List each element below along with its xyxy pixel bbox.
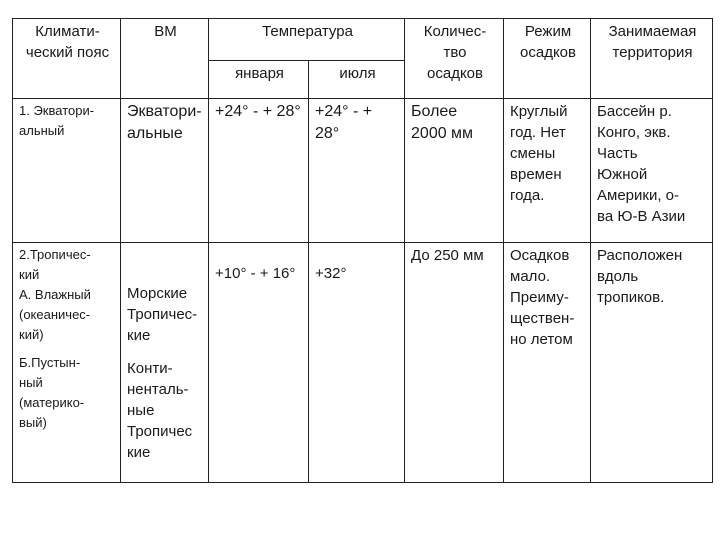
territory-line: Бассейн р.	[597, 103, 672, 120]
precip-regime-line: мало.	[510, 268, 551, 285]
header-precip-amount-line: осадков	[427, 65, 483, 82]
precip-regime-line: Круглый	[510, 103, 568, 120]
vm-line: ненталь-	[127, 381, 189, 398]
header-vm	[121, 19, 209, 99]
header-vm-text: ВМ	[154, 23, 177, 40]
table-row-tropical	[13, 243, 713, 483]
belt-line: кий	[19, 267, 40, 282]
belt-line: 2.Тропичес-	[19, 247, 91, 262]
header-precip-amount	[405, 19, 504, 99]
table-row-equatorial	[13, 99, 713, 243]
cell-precip-regime-equatorial	[504, 99, 591, 243]
belt-line: вый)	[19, 415, 47, 430]
vm-line: Экватори-	[127, 103, 202, 120]
cell-vm-equatorial	[121, 99, 209, 243]
vm-line: кие	[127, 327, 151, 344]
vm-line: кие	[127, 444, 151, 461]
cell-territory-equatorial	[591, 99, 713, 243]
belt-line: Б.Пустын-	[19, 355, 81, 370]
belt-line: 1. Экватори-	[19, 103, 95, 118]
vm-line: ные	[127, 402, 155, 419]
belt-line: (материко-	[19, 395, 85, 410]
vm-line: Тропичес	[127, 423, 193, 440]
cell-july-tropical	[309, 243, 405, 483]
cell-belt-equatorial	[13, 99, 121, 243]
header-precip-amount-line: тво	[443, 44, 467, 61]
territory-line: Часть	[597, 145, 638, 162]
belt-line: А. Влажный	[19, 287, 91, 302]
header-january	[209, 61, 309, 99]
header-belt-line: Климати-	[35, 23, 100, 40]
belt-line: (океаничес-	[19, 307, 91, 322]
territory-line: Конго, экв.	[597, 124, 671, 141]
july-temp: +32°	[315, 265, 347, 282]
vm-line: Морские	[127, 285, 188, 302]
july-temp: +24° - + 28°	[315, 103, 373, 142]
header-july-text: июля	[339, 65, 376, 82]
cell-july-equatorial	[309, 99, 405, 243]
vm-line: Тропичес-	[127, 306, 198, 323]
january-temp: +24° - + 28°	[215, 103, 301, 120]
precip-regime-line: Осадков	[510, 247, 570, 264]
precip-regime-line: ществен-	[510, 310, 575, 327]
precip-amount-line: Более	[411, 103, 458, 120]
climate-belts-table	[12, 18, 713, 483]
cell-january-tropical	[209, 243, 309, 483]
precip-regime-line: Преиму-	[510, 289, 569, 306]
header-belt-line: ческий пояс	[25, 44, 110, 61]
header-climate-belt	[13, 19, 121, 99]
precip-regime-line: год. Нет	[510, 124, 566, 141]
january-temp: +10° - + 16°	[215, 265, 296, 282]
territory-line: тропиков.	[597, 289, 665, 306]
territory-line: Америки, о-	[597, 187, 680, 204]
precip-regime-line: времен	[510, 166, 562, 183]
territory-line: вдоль	[597, 268, 639, 285]
cell-precip-regime-tropical	[504, 243, 591, 483]
precip-regime-line: но летом	[510, 331, 573, 348]
belt-line: альный	[19, 123, 65, 138]
vm-line: альные	[127, 125, 183, 142]
header-precip-regime-line: Режим	[524, 23, 572, 40]
vm-line: Конти-	[127, 360, 173, 377]
header-precip-regime	[504, 19, 591, 99]
cell-precip-amount-tropical	[405, 243, 504, 483]
cell-vm-tropical	[121, 243, 209, 483]
belt-line: кий)	[19, 327, 44, 342]
cell-january-equatorial	[209, 99, 309, 243]
precip-amount-line: 2000 мм	[411, 125, 474, 142]
precip-regime-line: смены	[510, 145, 556, 162]
header-precip-amount-line: Количес-	[423, 23, 487, 40]
header-july	[309, 61, 405, 99]
header-territory-line: территория	[612, 44, 693, 61]
territory-line: Южной	[597, 166, 648, 183]
precip-amount-text: До 250 мм	[411, 247, 484, 264]
header-temperature	[209, 19, 405, 61]
cell-territory-tropical	[591, 243, 713, 483]
territory-line: Расположен	[597, 247, 683, 264]
cell-precip-amount-equatorial	[405, 99, 504, 243]
header-territory-line: Занимаемая	[608, 23, 697, 40]
belt-line: ный	[19, 375, 43, 390]
header-january-text: января	[235, 65, 284, 82]
header-precip-regime-line: осадков	[520, 44, 576, 61]
cell-belt-tropical	[13, 243, 121, 483]
territory-line: ва Ю-В Азии	[597, 208, 686, 225]
precip-regime-line: года.	[510, 187, 545, 204]
header-temperature-text: Температура	[262, 23, 353, 40]
header-territory	[591, 19, 713, 99]
